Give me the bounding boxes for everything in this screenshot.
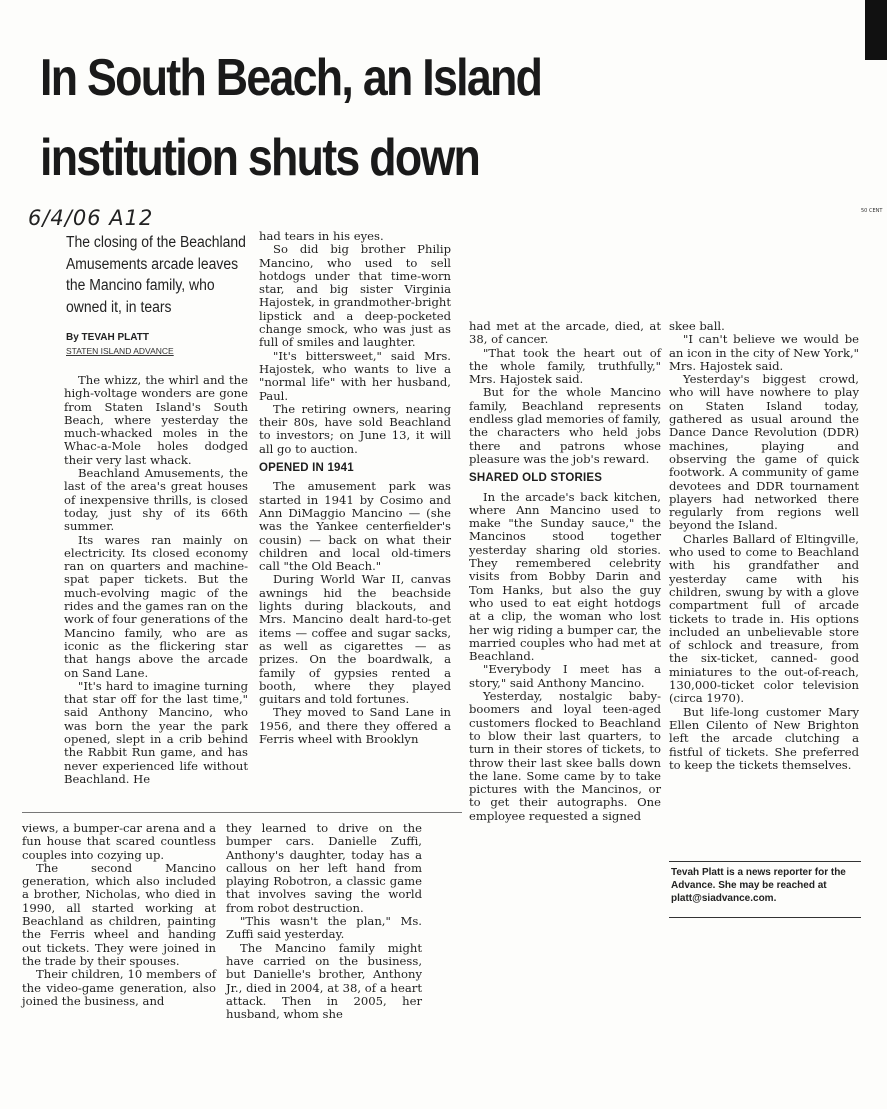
paragraph: Yesterday, nostalgic baby-boomers and loyal teen-aged customers flocked to Beachland to blow their last quarters, to turn in their stores of tickets, to throw their last skee balls down the lane. Some came by to take pictures with the Mancinos, or to get their autographs. One employee requested a signed <box>469 689 661 823</box>
paragraph: They moved to Sand Lane in 1956, and there they offered a Ferris wheel with Brooklyn <box>259 705 451 746</box>
paragraph: The second Mancino generation, which also included a brother, Nicholas, who died in 1990, all started working at Beachland as children, painting the Ferris wheel and handing out tickets. They were joined in the trade by their spouses. <box>22 860 216 968</box>
paragraph: they learned to drive on the bumper cars. Danielle Zuffi, Anthony's daughter, today has a callous on her left hand from playing Robotron, a classic game that involves saving the world from robot destruction. <box>226 821 422 915</box>
paragraph: The whizz, the whirl and the high-voltage wonders are gone from Staten Island's South Beach, where yesterday the much-whacked moles in the Whac-a-Mole holes dodged their very last whack. <box>64 373 248 467</box>
lower-column-2 <box>226 822 422 1021</box>
headline: In South Beach, an Island institution shuts down <box>40 49 542 187</box>
column-2 <box>259 230 451 746</box>
paragraph: "Everybody I meet has a story," said Anthony Mancino. <box>469 662 661 690</box>
paragraph: had met at the arcade, died, at 38, of cancer. <box>469 319 661 347</box>
paragraph: In the arcade's back kitchen, where Ann Mancino used to make "the Sunday sauce," the Mancinos stood together yesterday sharing old stories. They remembered celebrity visits from Bobby Darin and Tom Hanks, but also the guy who used to eat eight hotdogs at a clip, the woman who lost her wig riding a bumper car, the married couples who had met at Beachland. <box>469 489 661 664</box>
byline: By TEVAH PLATT <box>66 332 149 343</box>
paragraph: Its wares ran mainly on electricity. Its closed economy ran on quarters and machine-spat paper tickets. But the much-evolving magic of the rides and the games ran on the work of four generations of the Mancino family, who are as iconic as the flickering star that hangs above the arcade on Sand Lane. <box>64 532 248 680</box>
tagline-rule <box>669 861 861 862</box>
paragraph: "I can't believe we would be an icon in the city of New York," Mrs. Hajostek said. <box>669 332 859 373</box>
paragraph: "This wasn't the plan," Ms. Zuffi said yesterday. <box>226 914 422 942</box>
paragraph: Charles Ballard of Eltingville, who used to come to Beachland with his grandfather and yesterday came with his children, swung by with a glove compartment full of arcade tickets to trade in. His options included an unbelievable store of schlock and treasure, from the six-ticket, canned- good miniatures to the out-of-reach, 130,000-ticket color television (circa 1970). <box>669 531 859 706</box>
paragraph: The retiring owners, nearing their 80s, have sold Beachland to investors; on June 13, it will all go to auction. <box>259 401 451 456</box>
paragraph: "It's hard to imagine turning that star off for the last time," said Anthony Mancino, who was born the year the park opened, slept in a crib behind the Rabbit Run game, and has never experienced life without Beachland. He <box>64 678 248 786</box>
column-1 <box>64 374 248 786</box>
paragraph: Their children, 10 members of the video-game generation, also joined the business, and <box>22 967 216 1008</box>
paragraph: During World War II, canvas awnings hid the beachside lights during blackouts, and Mrs. Mancino dealt hard-to-get items — coffee and sugar sacks, as well as cigarettes — as prizes. On the boardwalk, a family of gypsies rented a booth, where they played guitars and told fortunes. <box>259 572 451 707</box>
paragraph: Yesterday's biggest crowd, who will have nowhere to play on Staten Island today, gathered as usual around the Dance Dance Revolution (DDR) machines, playing and observing the game of quick footwork. A community of game devotees and DDR tournament players had networked there regularly from regions well beyond the Island. <box>669 372 859 533</box>
deck: The closing of the Beachland Amusements arcade leaves the Mancino family, who owned it, in tears <box>66 234 246 316</box>
subheading: OPENED IN 1941 <box>259 462 354 475</box>
handwritten-date: 6/4/06 A12 <box>28 206 154 230</box>
subheading: SHARED OLD STORIES <box>469 472 603 485</box>
paragraph: But life-long customer Mary Ellen Cilento of New Brighton left the arcade clutching a fistful of tickets. She preferred to keep the tickets themselves. <box>669 704 859 772</box>
lower-column-1 <box>22 822 216 1008</box>
scan-edge-mark <box>865 0 887 60</box>
column-4 <box>669 320 859 772</box>
paragraph: So did big brother Philip Mancino, who used to sell hotdogs under that time-worn star, and big sister Virginia Hajostek, in grandmother-bright lipstick and a deep-pocketed change smock, who was just as full of smiles and laughter. <box>259 242 451 350</box>
paragraph: "That took the heart out of the whole family, truthfully," Mrs. Hajostek said. <box>469 345 661 387</box>
paragraph: The amusement park was started in 1941 by Cosimo and Ann DiMaggio Mancino — (she was the Yankee centerfielder's cousin) — back on what their children and local old-timers call "the Old Beach." <box>259 479 451 574</box>
paragraph: had tears in his eyes. <box>259 229 384 243</box>
paragraph: But for the whole Mancino family, Beachland represents endless glad memories of family, the characters who held jobs there and patrons whose pleasure was the job's reward. <box>469 385 661 466</box>
byline-org: STATEN ISLAND ADVANCE <box>66 346 174 356</box>
paragraph: skee ball. <box>669 319 725 333</box>
paragraph: The Mancino family might have carried on the business, but Danielle's brother, Anthony Jr., died in 2004, at 38, of a heart attack. Then in 2005, her husband, whom she <box>226 940 422 1022</box>
column-3 <box>469 320 661 823</box>
edge-note: 50 CENT <box>861 208 883 214</box>
paragraph: Beachland Amusements, the last of the area's great houses of inexpensive thrills, is closed today, just shy of its 66th summer. <box>64 466 248 534</box>
jump-rule <box>22 812 462 813</box>
paragraph: views, a bumper-car arena and a fun house that scared countless couples into cozying up. <box>22 821 216 862</box>
bottom-rule <box>669 917 861 918</box>
paragraph: "It's bittersweet," said Mrs. Hajostek, who wants to live a "normal life" with her husband, Paul. <box>259 348 451 403</box>
author-tagline: Tevah Platt is a news reporter for the Advance. She may be reached at platt@siadvance.com. <box>671 867 846 904</box>
